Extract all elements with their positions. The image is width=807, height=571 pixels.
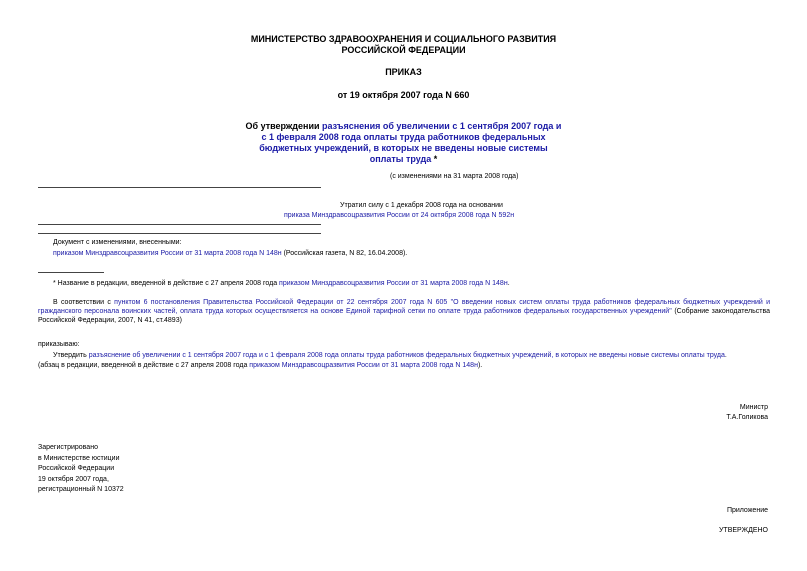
registration-line2: в Министерстве юстиции	[38, 454, 120, 462]
registration-block	[38, 443, 124, 496]
divider	[38, 233, 321, 234]
amendments-note: (с изменениями на 31 марта 2008 года)	[390, 173, 519, 180]
title-link-line3[interactable]: бюджетных учреждений, в которых не введены новые системы	[259, 143, 548, 153]
amended-doc-link[interactable]: приказом Минздравсоцразвития России от 31 марта 2008 года N 148н	[53, 250, 282, 257]
registration-line5: регистрационный N 10372	[38, 486, 124, 493]
p1-start: В соответствии с	[53, 299, 115, 306]
amended-doc-source: (Российская газета, N 82, 16.04.2008).	[281, 250, 408, 257]
registration-line3: Российской Федерации	[38, 465, 115, 472]
expired-link[interactable]: приказа Минздравсоцразвития России от 24 октября 2008 года N 592н	[284, 212, 515, 219]
ministry-line1: МИНИСТЕРСТВО ЗДРАВООХРАНЕНИЯ И СОЦИАЛЬНОГО РАЗВИТИЯ	[250, 34, 557, 44]
signature-name: Т.А.Голикова	[726, 414, 768, 421]
title-link-line4[interactable]: оплаты труда	[369, 154, 432, 164]
footnote	[53, 279, 510, 288]
amended-doc-label: Документ с изменениями, внесенными:	[53, 239, 182, 246]
p2-start: Утвердить	[53, 352, 89, 359]
p1-end: (Собрание законодательства Российской Федерации, 2007, N 41, ст.4893)	[38, 308, 770, 324]
registration-line4: 19 октября 2007 года,	[38, 475, 109, 483]
signature-position: Министр	[739, 404, 768, 411]
document-title	[0, 121, 807, 165]
paragraph-approve	[53, 351, 727, 360]
registration-line1: Зарегистрировано	[38, 444, 98, 451]
title-suffix: *	[431, 154, 438, 164]
divider	[38, 224, 321, 225]
p3-link[interactable]: приказом Минздравсоцразвития России от 31 марта 2008 года N 148н	[249, 362, 478, 369]
approved-label: УТВЕРЖДЕНО	[718, 527, 768, 534]
title-prefix: Об утверждении	[245, 121, 323, 131]
paragraph-preamble	[38, 298, 770, 325]
p1-link[interactable]: пунктом 6 постановления Правительства Российской Федерации от 22 сентября 2007 года N 605 "О введении новых систем оплаты труда работников федеральных бюджетных учреждений и гражданского персонала воинских частей, оплата труда которых осуществляется на основе Единой тарифной сетки по оплате труда работников федеральных государственных учреждений"	[38, 299, 770, 315]
title-link-line2[interactable]: с 1 февраля 2008 года оплаты труда работников федеральных	[261, 132, 546, 142]
footnote-link[interactable]: приказом Минздравсоцразвития России от 31 марта 2008 года N 148н	[279, 280, 508, 287]
p3-start: (абзац в редакции, введенной в действие с 27 апреля 2008 года	[38, 362, 250, 369]
footnote-text: * Название в редакции, введенной в действие с 27 апреля 2008 года	[53, 280, 280, 287]
doc-type: ПРИКАЗ	[385, 67, 422, 77]
footnote-divider	[38, 272, 104, 273]
footnote-end: .	[507, 280, 510, 287]
title-link-line1[interactable]: разъяснения об увеличении с 1 сентября 2007 года и	[322, 121, 562, 131]
appendix-label: Приложение	[726, 507, 768, 514]
date-number: от 19 октября 2007 года N 660	[337, 90, 470, 100]
ministry-line2: РОССИЙСКОЙ ФЕДЕРАЦИИ	[341, 45, 466, 55]
p2-end: .	[724, 352, 727, 359]
p3-end: ).	[477, 362, 483, 369]
divider	[38, 187, 321, 188]
order-word: приказываю:	[38, 341, 80, 348]
amended-doc-line	[53, 249, 407, 258]
paragraph-edition-note	[38, 361, 482, 370]
p2-link[interactable]: разъяснение об увеличении с 1 сентября 2007 года и с 1 февраля 2008 года оплаты труда работников федеральных бюджетных учреждений, в которых не введены новые системы оплаты труда	[88, 352, 725, 359]
expired-line1: Утратил силу с 1 декабря 2008 года на основании	[340, 202, 503, 209]
